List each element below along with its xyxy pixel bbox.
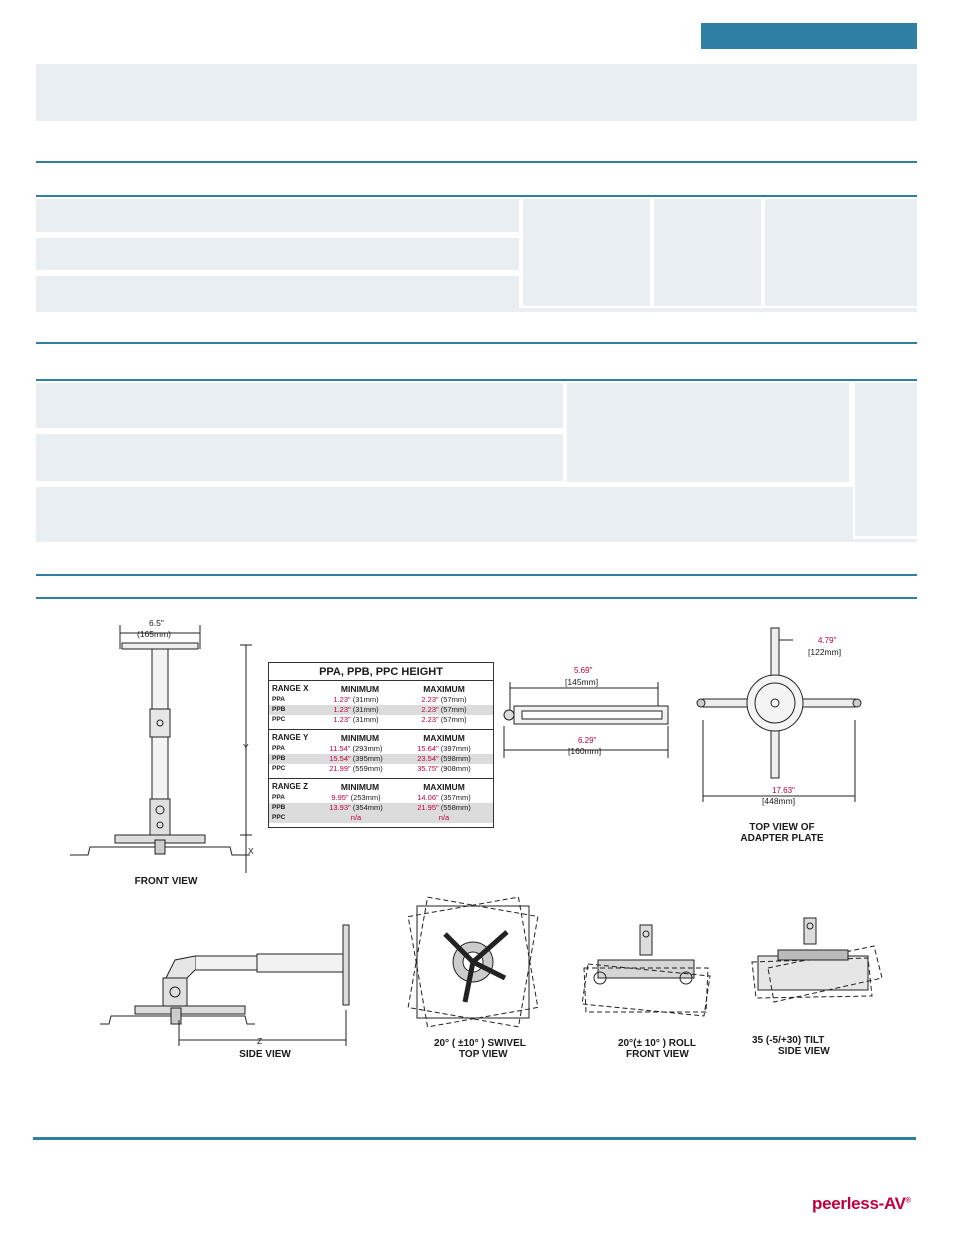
tilt-drawing [748, 912, 888, 1017]
spec-row [36, 434, 563, 481]
section-rule [36, 597, 917, 599]
adapter-plate-label [727, 822, 837, 844]
roll-label-line2: FRONT VIEW [626, 1049, 689, 1060]
adapter-arm-mm: [122mm] [808, 647, 842, 657]
brand-logo [812, 1194, 911, 1214]
spec-row [36, 276, 519, 308]
table-row: PPA 1.23" (31mm) 2.23" (57mm) [272, 695, 467, 704]
front-view-label: FRONT VIEW [134, 876, 198, 887]
front-x-marker: X [248, 846, 254, 856]
spec-row-footer [36, 308, 917, 312]
side-z-marker: Z [257, 1036, 263, 1046]
swivel-label-line1: 20° ( ±10° ) SWIVEL [434, 1038, 526, 1049]
table-row: PPA 9.95" (253mm) 14.06" (357mm) [272, 793, 471, 802]
table-row: PPA 11.54" (293mm) 15.64" (397mm) [272, 744, 471, 753]
section-rule [36, 195, 917, 197]
roll-drawing [580, 920, 720, 1020]
range-x-header: RANGE X MINIMUM MAXIMUM [272, 684, 465, 694]
side-view-label: SIDE VIEW [239, 1049, 291, 1060]
spec-row [36, 238, 519, 270]
range-y-header: RANGE Y MINIMUM MAXIMUM [272, 733, 465, 743]
adapter-plate-drawing [695, 620, 875, 810]
height-table-title: PPA, PPB, PPC HEIGHT [269, 663, 493, 681]
adapter-span-mm: [448mm] [762, 796, 796, 806]
roll-label [618, 1038, 718, 1060]
height-table [268, 662, 494, 828]
product-title-band [36, 64, 917, 121]
spec-row-footer [36, 539, 917, 542]
tilt-label-line2: SIDE VIEW [778, 1046, 830, 1057]
front-width-inches: 6.5" [149, 618, 164, 628]
roll-label-line1: 20°(± 10° ) ROLL [618, 1038, 696, 1049]
spec-row [36, 199, 519, 232]
adapter-arm-inches: 4.79" [818, 636, 837, 645]
header-tab [701, 23, 917, 49]
table-row: PPC 1.23" (31mm) 2.23" (57mm) [272, 715, 467, 724]
spec-row [36, 487, 853, 539]
table-row: PPC n/a n/a [269, 813, 493, 823]
spec-cell [765, 199, 917, 306]
swivel-label-line2: TOP VIEW [459, 1049, 508, 1060]
tilt-label-line1: 35 (-5/+30) TILT [752, 1035, 825, 1046]
spec-cell [523, 199, 650, 306]
front-y-marker: Y [243, 742, 249, 752]
arm-inner-inches: 5.69" [574, 666, 593, 675]
side-view-drawing [95, 920, 360, 1050]
spec-cell [567, 383, 849, 482]
section-rule [36, 342, 917, 344]
swivel-label [434, 1038, 554, 1060]
table-row: PPC 21.99" (559mm) 35.75" (908mm) [272, 764, 471, 773]
swivel-drawing [405, 898, 545, 1033]
table-row: PPB 15.54" (395mm) 23.54" (598mm) [269, 754, 493, 764]
adapter-span-inches: 17.63" [772, 786, 795, 795]
range-z-header: RANGE Z MINIMUM MAXIMUM [272, 782, 465, 792]
adapter-label-line1: TOP VIEW OF [749, 822, 815, 833]
tilt-label [752, 1035, 862, 1057]
spec-cell [654, 199, 761, 306]
section-rule [36, 161, 917, 163]
arm-outer-inches: 6.29" [578, 736, 597, 745]
front-width-mm: (165mm) [137, 629, 172, 639]
section-rule [36, 379, 917, 381]
footer-rule [33, 1137, 916, 1140]
adapter-label-line2: ADAPTER PLATE [740, 833, 824, 844]
table-row: PPB 13.93" (354mm) 21.95" (558mm) [269, 803, 493, 813]
brand-logo-text: peerless-AV [812, 1194, 906, 1213]
section-rule [36, 574, 917, 576]
front-view-drawing [60, 615, 270, 885]
arm-inner-mm: [145mm] [565, 677, 599, 687]
spec-cell [855, 383, 917, 536]
spec-row [36, 383, 563, 428]
registered-mark: ® [905, 1197, 911, 1205]
arm-outer-mm: [160mm] [568, 746, 602, 756]
table-row: PPB 1.23" (31mm) 2.23" (57mm) [269, 705, 493, 715]
